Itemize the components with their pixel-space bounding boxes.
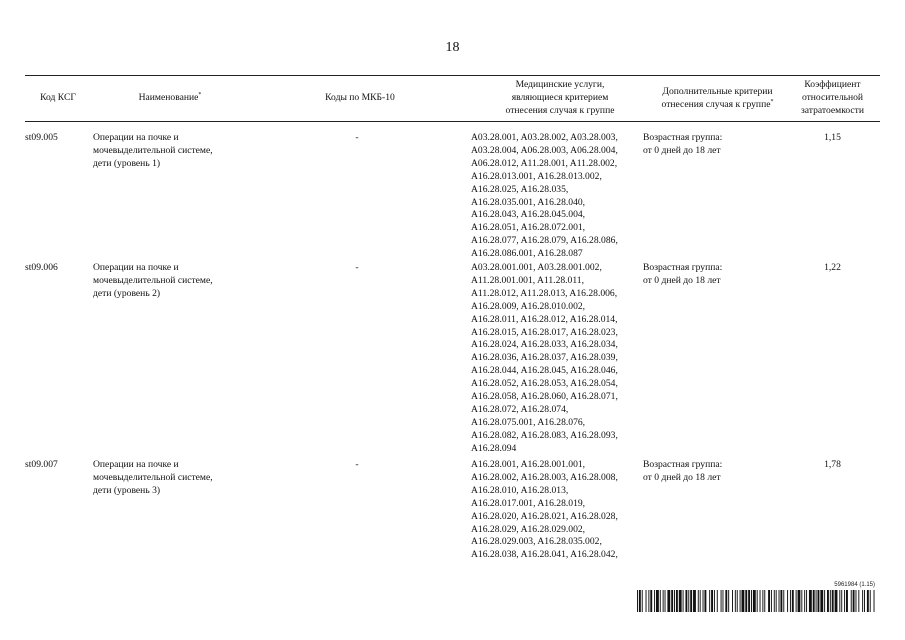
barcode-bar bbox=[639, 590, 641, 612]
barcode-bar bbox=[637, 590, 638, 612]
barcode-bar bbox=[827, 590, 829, 612]
row-coefficient: 1,78 bbox=[824, 459, 841, 470]
barcode-bar bbox=[846, 590, 848, 612]
barcode-bar bbox=[709, 590, 710, 612]
barcode-bar bbox=[801, 590, 802, 612]
barcode-bar bbox=[832, 590, 834, 612]
barcode-bar bbox=[742, 590, 745, 612]
barcode-bar bbox=[844, 590, 845, 612]
barcode-bar bbox=[824, 590, 825, 612]
row-additional: Возрастная группа: от 0 дней до 18 лет bbox=[643, 262, 723, 286]
barcode-bar bbox=[768, 590, 770, 612]
barcode-bar bbox=[818, 590, 820, 612]
barcode-bar bbox=[804, 590, 805, 612]
barcode-bar bbox=[735, 590, 736, 612]
row-services: A16.28.001, A16.28.001.001, A16.28.002, A16.28.003, A16.28.008, A16.28.010, A16.28.013, A16.28.017.001, A16.28.019, A16.28.020, A16.28.021, A16.28.028, A16.28.029, A16.28.029.002, A16.28.029.003, A16.28.035.002, A16.28.038, A16.28.041, A16.28.042, bbox=[471, 459, 618, 561]
header-code-text: Код КСГ bbox=[40, 92, 76, 104]
barcode-bar bbox=[779, 590, 780, 612]
barcode-bar bbox=[667, 590, 670, 612]
barcode-bar bbox=[721, 590, 722, 612]
barcode-bar bbox=[853, 590, 855, 612]
barcode-bar bbox=[787, 590, 788, 612]
header-name bbox=[95, 76, 245, 121]
barcode-bar bbox=[764, 590, 765, 612]
row-coefficient: 1,15 bbox=[824, 132, 841, 143]
barcode-bar bbox=[806, 590, 807, 612]
barcode-bar bbox=[813, 590, 815, 612]
row-coefficient: 1,22 bbox=[824, 262, 841, 273]
barcode-bar bbox=[683, 590, 684, 612]
barcode-bar bbox=[674, 590, 675, 612]
header-services bbox=[470, 76, 650, 121]
barcode-bar bbox=[685, 590, 687, 612]
barcode-bar bbox=[858, 590, 859, 612]
barcode-bar bbox=[783, 590, 784, 612]
barcode-bar bbox=[698, 590, 699, 612]
barcode-bar bbox=[835, 590, 838, 612]
barcode-bar bbox=[753, 590, 756, 612]
row-mkb: - bbox=[355, 132, 359, 143]
row-name: Операции на почке и мочевыделительной системе, дети (уровень 3) bbox=[93, 459, 213, 496]
barcode-bar bbox=[748, 590, 750, 612]
barcode-bar bbox=[816, 590, 817, 612]
barcode-bar bbox=[700, 590, 701, 612]
barcode-bar bbox=[862, 590, 863, 612]
row-additional: Возрастная группа: от 0 дней до 18 лет bbox=[643, 132, 723, 156]
ksg-table bbox=[25, 75, 880, 569]
barcode-bar bbox=[809, 590, 812, 612]
barcode-bar bbox=[728, 590, 729, 612]
barcode-block bbox=[637, 582, 875, 612]
barcode-caption: 5961984 (1.15) bbox=[834, 582, 875, 588]
row-services: A03.28.001, A03.28.002, A03.28.003, A03.28.004, A06.28.003, A06.28.004, A06.28.012, A11.28.001, A11.28.002, A16.28.013.001, A16.28.013.002, A16.28.025, A16.28.035, A16.28.035.001, A16.28.040, A16.28.043, A16.28.045.004, A16.28.051, A16.28.072.001, A16.28.077, A16.28.079, A16.28.086, A16.28.086.001, A16.28.087 bbox=[471, 132, 618, 260]
barcode-bar bbox=[771, 590, 772, 612]
header-mkb-text: Коды по МКБ-10 bbox=[325, 92, 395, 104]
header-coefficient-text: Коэффициент относительной затратоемкости bbox=[800, 79, 865, 116]
barcode-bar bbox=[839, 590, 840, 612]
barcode-bar bbox=[679, 590, 682, 612]
barcode-bar bbox=[874, 590, 875, 612]
row-code: st09.006 bbox=[25, 262, 58, 273]
barcode-bar bbox=[704, 590, 706, 612]
barcode-bar bbox=[656, 590, 659, 612]
barcode-bar bbox=[676, 590, 678, 612]
row-services: A03.28.001.001, A03.28.001.002, A11.28.001.001, A11.28.011, A11.28.012, A11.28.013, A16.28.006, A16.28.009, A16.28.010.002, A16.28.011, A16.28.012, A16.28.014, A16.28.015, A16.28.017, A16.28.023, A16.28.024, A16.28.033, A16.28.034, A16.28.036, A16.28.037, A16.28.039, A16.28.044, A16.28.045, A16.28.046, A16.28.052, A16.28.053, A16.28.054, A16.28.058, A16.28.060, A16.28.071, A16.28.072, A16.28.074, A16.28.075.001, A16.28.076, A16.28.082, A16.28.083, A16.28.093, A16.28.094 bbox=[471, 262, 618, 454]
barcode-bar bbox=[851, 590, 852, 612]
barcode-bar bbox=[663, 590, 664, 612]
header-services-text: Медицинские услуги, являющиеся критерием отнесения случая к группе bbox=[505, 79, 615, 116]
barcode-bar bbox=[642, 590, 643, 612]
barcode-bar bbox=[762, 590, 763, 612]
barcode-icon bbox=[637, 590, 875, 612]
barcode-bar bbox=[703, 590, 704, 612]
barcode-bar bbox=[841, 590, 842, 612]
barcode-bar bbox=[732, 590, 733, 612]
barcode-bar bbox=[717, 590, 718, 612]
barcode-bar bbox=[856, 590, 857, 612]
barcode-bar bbox=[671, 590, 673, 612]
barcode-bar bbox=[654, 590, 655, 612]
barcode-bar bbox=[774, 590, 775, 612]
barcode-bar bbox=[660, 590, 661, 612]
barcode-bar bbox=[760, 590, 761, 612]
barcode-bar bbox=[757, 590, 758, 612]
row-code: st09.007 bbox=[25, 459, 58, 470]
barcode-bar bbox=[737, 590, 738, 612]
barcode-bar bbox=[650, 590, 652, 612]
barcode-bar bbox=[693, 590, 696, 612]
row-mkb: - bbox=[355, 459, 359, 470]
barcode-bar bbox=[776, 590, 777, 612]
barcode-bar bbox=[745, 590, 747, 612]
barcode-bar bbox=[751, 590, 752, 612]
row-code: st09.005 bbox=[25, 132, 58, 143]
barcode-bar bbox=[792, 590, 794, 612]
barcode-bar bbox=[798, 590, 801, 612]
barcode-bar bbox=[790, 590, 791, 612]
table-row bbox=[25, 459, 880, 569]
barcode-bar bbox=[714, 590, 715, 612]
barcode-bar bbox=[646, 590, 647, 612]
barcode-bar bbox=[796, 590, 797, 612]
header-name-text: Наименование* bbox=[138, 91, 202, 104]
barcode-bar bbox=[867, 590, 869, 612]
header-additional bbox=[650, 76, 785, 121]
table-row bbox=[25, 262, 880, 459]
barcode-bar bbox=[648, 590, 649, 612]
table-row bbox=[25, 132, 880, 262]
barcode-bar bbox=[830, 590, 831, 612]
barcode-bar bbox=[864, 590, 865, 612]
header-name-footnote-mark: * bbox=[198, 91, 202, 98]
barcode-bar bbox=[780, 590, 782, 612]
row-additional: Возрастная группа: от 0 дней до 18 лет bbox=[643, 459, 723, 483]
barcode-bar bbox=[665, 590, 666, 612]
barcode-bar bbox=[723, 590, 724, 612]
table-header-row bbox=[25, 75, 880, 122]
header-mkb bbox=[250, 76, 470, 121]
barcode-bar bbox=[820, 590, 823, 612]
barcode-bar bbox=[870, 590, 871, 612]
row-name: Операции на почке и мочевыделительной системе, дети (уровень 1) bbox=[93, 132, 213, 169]
page-number: 18 bbox=[445, 40, 460, 55]
barcode-bar bbox=[688, 590, 689, 612]
header-additional-footnote-mark: * bbox=[770, 98, 774, 105]
barcode-bar bbox=[740, 590, 741, 612]
barcode-bar bbox=[725, 590, 727, 612]
header-code bbox=[25, 76, 91, 121]
header-additional-text: Дополнительные критерии отнесения случая к группе* bbox=[661, 85, 774, 110]
barcode-bar bbox=[711, 590, 713, 612]
header-coefficient bbox=[785, 76, 880, 121]
barcode-bar bbox=[690, 590, 692, 612]
row-name: Операции на почке и мочевыделительной системе, дети (уровень 2) bbox=[93, 262, 213, 299]
row-mkb: - bbox=[355, 262, 359, 273]
